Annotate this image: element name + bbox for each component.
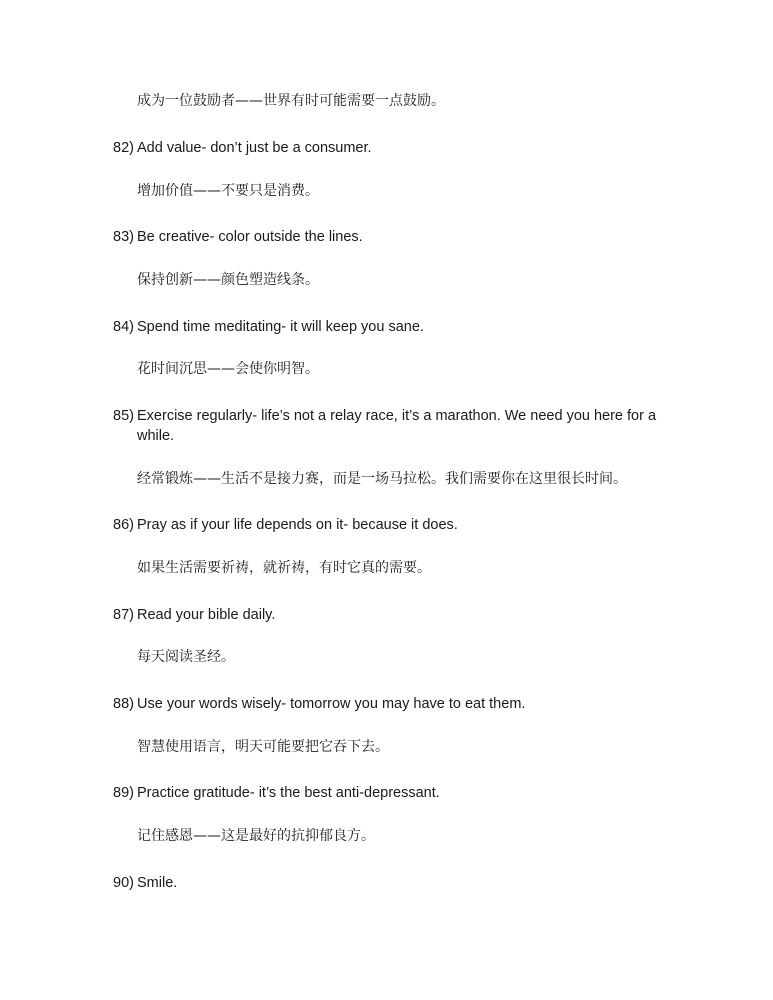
item-chinese-translation: 花时间沉思——会使你明智。 xyxy=(137,361,319,377)
list-item-89 xyxy=(113,783,440,803)
item-chinese-translation: 保持创新——颜色塑造线条。 xyxy=(137,272,319,288)
item-chinese-translation: 每天阅读圣经。 xyxy=(137,649,235,665)
item-chinese-translation: 记住感恩——这是最好的抗抑郁良方。 xyxy=(137,828,375,844)
item-number: 84) xyxy=(113,319,134,335)
item-english-text: Use your words wisely- tomorrow you may have to eat them. xyxy=(137,696,526,712)
list-item-82 xyxy=(113,138,372,158)
list-item-87 xyxy=(113,605,275,625)
list-item-88 xyxy=(113,694,525,714)
item-english-text: Practice gratitude- it’s the best anti-depressant. xyxy=(137,785,440,801)
item-english-text: Add value- don’t just be a consumer. xyxy=(137,140,372,156)
item-english-text: Exercise regularly- life’s not a relay race, it’s a marathon. We need you here for a xyxy=(137,408,657,424)
item-english-text: Smile. xyxy=(137,875,178,891)
item-number: 89) xyxy=(113,785,134,801)
item-english-text: Read your bible daily. xyxy=(137,607,276,623)
item-chinese-translation: 增加价值——不要只是消费。 xyxy=(137,183,319,199)
item-chinese-translation: 智慧使用语言，明天可能要把它吞下去。 xyxy=(137,739,389,755)
item-number: 88) xyxy=(113,696,134,712)
item-english-continuation: while. xyxy=(137,428,175,444)
list-item-90 xyxy=(113,873,177,893)
item-chinese-translation: 如果生活需要祈祷，就祈祷，有时它真的需要。 xyxy=(137,560,431,576)
item-number: 85) xyxy=(113,408,134,424)
item-number: 86) xyxy=(113,517,134,533)
item-english-text: Spend time meditating- it will keep you sane. xyxy=(137,319,424,335)
list-item-86 xyxy=(113,515,458,535)
item-number: 90) xyxy=(113,875,134,891)
list-item-84 xyxy=(113,317,424,337)
item-english-text: Pray as if your life depends on it- because it does. xyxy=(137,517,458,533)
item-number: 87) xyxy=(113,607,134,623)
list-item-83 xyxy=(113,227,363,247)
item-number: 82) xyxy=(113,140,134,156)
item-english-text: Be creative- color outside the lines. xyxy=(137,229,363,245)
list-item-85 xyxy=(113,406,656,426)
lead-translation: 成为一位鼓励者——世界有时可能需要一点鼓励。 xyxy=(137,93,445,109)
item-chinese-translation: 经常锻炼——生活不是接力赛，而是一场马拉松。我们需要你在这里很长时间。 xyxy=(137,471,627,487)
item-number: 83) xyxy=(113,229,134,245)
